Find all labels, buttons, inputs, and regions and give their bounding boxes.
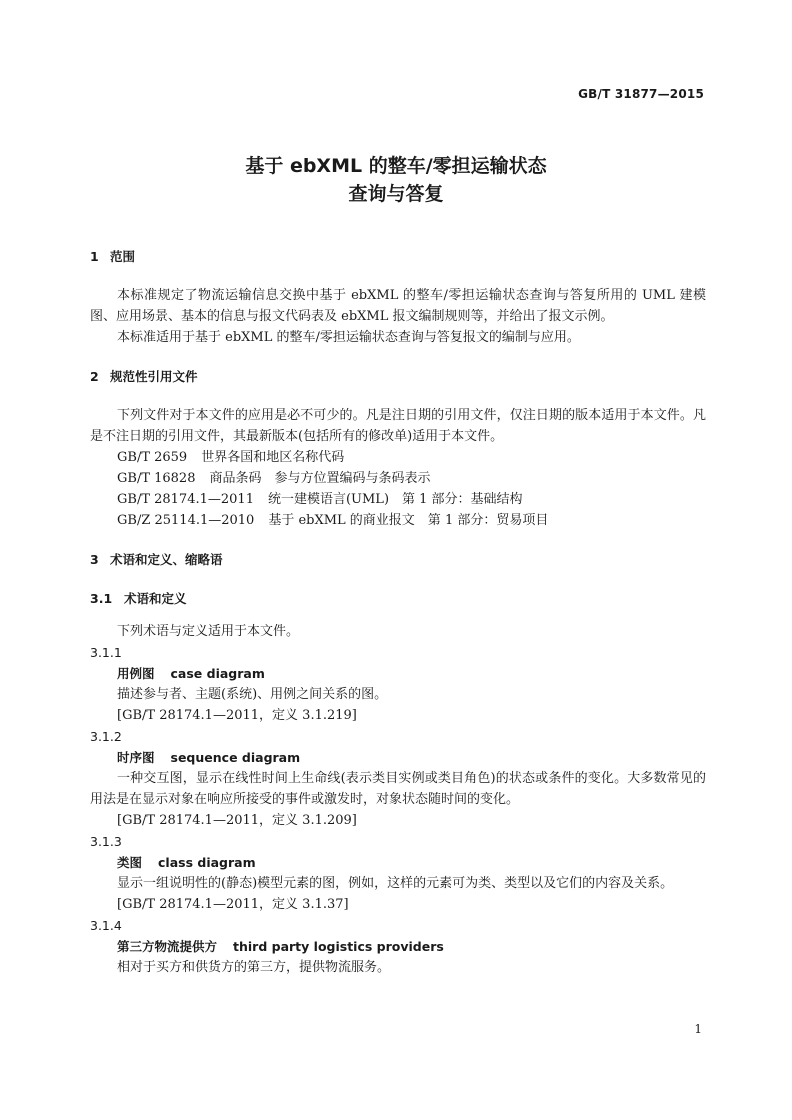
term-en: sequence diagram	[170, 750, 301, 765]
term-zh: 时序图	[117, 750, 155, 765]
term-source: [GB/T 28174.1—2011，定义 3.1.209]	[117, 813, 357, 828]
title-line-2: 查询与答复	[348, 183, 444, 205]
term-definition: 相对于买方和供货方的第三方，提供物流服务。	[117, 960, 391, 975]
page-number: 1	[694, 1022, 702, 1036]
document-title	[0, 152, 792, 208]
term-heading	[90, 852, 706, 873]
reference-title: 世界各国和地区名称代码	[201, 450, 345, 465]
reference-item	[90, 447, 706, 468]
term-definition: 一种交互图，显示在线性时间上生命线(表示类目实例或类目角色)的状态或条件的变化。大多数常见的用法是在显示对象在响应所接受的事件或激发时，对象状态随时间的变化。	[90, 771, 706, 807]
section-2-heading	[90, 366, 706, 387]
section-1-heading	[90, 246, 706, 267]
section-2-number: 2	[90, 369, 99, 384]
standard-number: GB/T 31877—2015	[578, 87, 704, 101]
reference-item	[90, 468, 706, 489]
section-3-1-number: 3.1	[90, 591, 113, 606]
reference-title: 统一建模语言(UML) 第 1 部分：基础结构	[267, 492, 523, 507]
section-3-1-intro: 下列术语与定义适用于本文件。	[117, 624, 300, 639]
reference-code: GB/Z 25114.1—2010	[117, 513, 255, 528]
term-number: 3.1.3	[90, 834, 122, 849]
section-1-paragraph-2: 本标准适用于基于 ebXML 的整车/零担运输状态查询与答复报文的编制与应用。	[117, 330, 580, 345]
document-body	[90, 246, 706, 978]
section-3-1-heading	[90, 588, 706, 609]
term-zh: 类图	[117, 855, 143, 870]
section-3-number: 3	[90, 552, 99, 567]
section-3-title: 术语和定义、缩略语	[110, 552, 223, 567]
term-number: 3.1.2	[90, 729, 122, 744]
section-2-intro: 下列文件对于本文件的应用是必不可少的。凡是注日期的引用文件，仅注日期的版本适用于本文件。凡是不注日期的引用文件，其最新版本(包括所有的修改单)适用于本文件。	[90, 408, 706, 444]
term-en: third party logistics providers	[233, 939, 444, 954]
section-2-title: 规范性引用文件	[110, 369, 198, 384]
reference-item	[90, 489, 706, 510]
reference-code: GB/T 2659	[117, 450, 188, 465]
term-en: case diagram	[170, 666, 265, 681]
term-definition: 显示一组说明性的(静态)模型元素的图，例如，这样的元素可为类、类型以及它们的内容及关系。	[117, 876, 674, 891]
term-definition: 描述参与者、主题(系统)、用例之间关系的图。	[117, 687, 388, 702]
section-3-heading	[90, 549, 706, 570]
term-source: [GB/T 28174.1—2011，定义 3.1.219]	[117, 708, 357, 723]
reference-item	[90, 510, 706, 531]
term-en: class diagram	[158, 855, 256, 870]
term-heading	[90, 936, 706, 957]
section-1-title: 范围	[110, 249, 136, 264]
section-3-1-title: 术语和定义	[124, 591, 187, 606]
term-zh: 用例图	[117, 666, 155, 681]
reference-code: GB/T 16828	[117, 471, 196, 486]
title-line-1: 基于 ebXML 的整车/零担运输状态	[245, 155, 547, 177]
term-zh: 第三方物流提供方	[117, 939, 218, 954]
term-number: 3.1.4	[90, 918, 122, 933]
term-heading	[90, 663, 706, 684]
reference-title: 基于 ebXML 的商业报文 第 1 部分：贸易项目	[268, 513, 549, 528]
section-1-number: 1	[90, 249, 99, 264]
section-1-paragraph-1: 本标准规定了物流运输信息交换中基于 ebXML 的整车/零担运输状态查询与答复所用的 UML 建模图、应用场景、基本的信息与报文代码表及 ebXML 报文编制规则等，并给出了报文示例。	[90, 288, 706, 324]
term-heading	[90, 747, 706, 768]
reference-title: 商品条码 参与方位置编码与条码表示	[209, 471, 431, 486]
reference-code: GB/T 28174.1—2011	[117, 492, 254, 507]
term-number: 3.1.1	[90, 645, 122, 660]
term-source: [GB/T 28174.1—2011，定义 3.1.37]	[117, 897, 349, 912]
